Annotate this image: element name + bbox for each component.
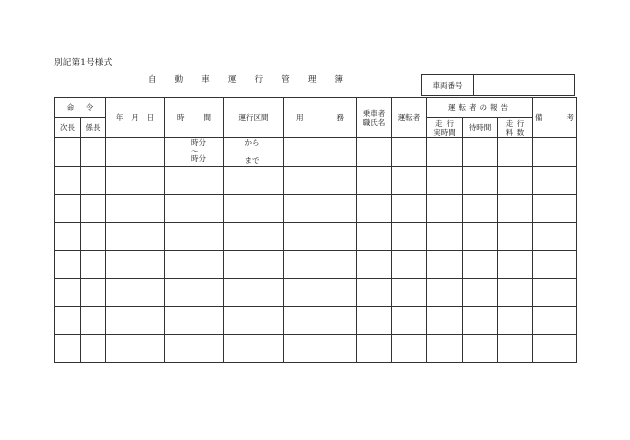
remarks-cell[interactable] xyxy=(533,251,577,279)
wait-time-cell[interactable] xyxy=(463,307,498,335)
vehicle-number-field[interactable] xyxy=(474,75,574,95)
time-cell[interactable] xyxy=(165,279,224,307)
empty-rows xyxy=(55,167,577,363)
business-cell[interactable] xyxy=(284,279,357,307)
staff-cell[interactable] xyxy=(81,279,106,307)
staff-cell[interactable] xyxy=(81,138,106,167)
chief-cell[interactable] xyxy=(55,138,81,167)
remarks-cell[interactable] xyxy=(533,195,577,223)
date-cell[interactable] xyxy=(106,279,165,307)
table-row xyxy=(55,251,577,279)
time-cell[interactable] xyxy=(165,223,224,251)
run-time-cell[interactable] xyxy=(427,307,463,335)
chief-cell[interactable] xyxy=(55,279,81,307)
business-cell[interactable] xyxy=(284,251,357,279)
time-header: 時 間 xyxy=(165,98,224,138)
driver-report-header: 運転者の報告 xyxy=(427,98,533,118)
section-cell[interactable] xyxy=(224,251,284,279)
chief-cell[interactable] xyxy=(55,307,81,335)
table-row xyxy=(55,167,577,195)
time-cell[interactable] xyxy=(165,195,224,223)
distance-cell[interactable] xyxy=(498,279,533,307)
form-number-label: 別記第1号様式 xyxy=(54,58,113,68)
staff-cell[interactable] xyxy=(81,307,106,335)
business-cell[interactable] xyxy=(284,167,357,195)
section-cell[interactable] xyxy=(224,223,284,251)
title-char: 行 xyxy=(254,75,264,85)
driver-cell[interactable] xyxy=(392,138,427,167)
vehicle-log-table xyxy=(54,97,577,363)
remarks-header: 備 考 xyxy=(533,98,577,138)
date-cell[interactable] xyxy=(106,167,165,195)
remarks-cell[interactable] xyxy=(533,279,577,307)
time-cell[interactable] xyxy=(165,251,224,279)
distance-cell[interactable] xyxy=(498,307,533,335)
run-time-cell[interactable] xyxy=(427,279,463,307)
distance-cell[interactable] xyxy=(498,251,533,279)
run-time-header: 走 行 実時間 xyxy=(427,118,463,138)
driver-cell[interactable] xyxy=(392,279,427,307)
section-cell[interactable] xyxy=(224,279,284,307)
business-cell[interactable] xyxy=(284,307,357,335)
title-char: 運 xyxy=(227,75,237,85)
staff-cell[interactable] xyxy=(81,195,106,223)
table-row xyxy=(55,307,577,335)
driver-cell[interactable] xyxy=(392,167,427,195)
date-cell[interactable] xyxy=(106,335,165,363)
vehicle-number-box xyxy=(421,74,575,96)
date-header: 年 月 日 xyxy=(106,98,165,138)
section-cell[interactable] xyxy=(224,167,284,195)
remarks-cell[interactable] xyxy=(533,138,577,167)
header-row-1 xyxy=(55,98,577,118)
section-cell[interactable] xyxy=(224,307,284,335)
time-cell[interactable] xyxy=(165,335,224,363)
passenger-header: 乗車者 職氏名 xyxy=(357,98,392,138)
driver-cell[interactable] xyxy=(392,195,427,223)
remarks-cell[interactable] xyxy=(533,167,577,195)
passenger-cell[interactable] xyxy=(357,279,392,307)
run-time-cell[interactable] xyxy=(427,167,463,195)
title-char: 動 xyxy=(174,75,184,85)
distance-cell[interactable] xyxy=(498,167,533,195)
time-cell[interactable]: 時 分 〜 時 分 xyxy=(165,138,224,167)
driver-cell[interactable] xyxy=(392,251,427,279)
wait-time-header: 待時間 xyxy=(463,118,498,138)
staff-cell[interactable] xyxy=(81,223,106,251)
title-char: 自 xyxy=(148,75,157,85)
passenger-cell[interactable] xyxy=(357,167,392,195)
chief-cell[interactable] xyxy=(55,223,81,251)
section-cell[interactable] xyxy=(224,195,284,223)
driver-cell[interactable] xyxy=(392,223,427,251)
chief-cell[interactable] xyxy=(55,335,81,363)
business-cell[interactable] xyxy=(284,223,357,251)
run-time-cell[interactable] xyxy=(427,223,463,251)
run-time-cell[interactable] xyxy=(427,195,463,223)
passenger-cell[interactable] xyxy=(357,223,392,251)
business-cell[interactable] xyxy=(284,138,357,167)
chief-cell[interactable] xyxy=(55,167,81,195)
table-row xyxy=(55,138,577,167)
business-cell[interactable] xyxy=(284,195,357,223)
remarks-cell[interactable] xyxy=(533,335,577,363)
title-char: 車 xyxy=(201,75,210,85)
distance-cell[interactable] xyxy=(498,138,533,167)
order-header: 命 令 xyxy=(55,98,106,118)
driver-cell[interactable] xyxy=(392,307,427,335)
title-char: 理 xyxy=(307,75,317,85)
distance-cell[interactable] xyxy=(498,195,533,223)
section-header: 運行区間 xyxy=(224,98,284,138)
wait-time-cell[interactable] xyxy=(463,279,498,307)
time-cell[interactable] xyxy=(165,167,224,195)
chief-cell[interactable] xyxy=(55,195,81,223)
staff-header: 係長 xyxy=(81,118,106,138)
staff-cell[interactable] xyxy=(81,251,106,279)
staff-cell[interactable] xyxy=(81,335,106,363)
remarks-cell[interactable] xyxy=(533,307,577,335)
section-cell[interactable]: から まで xyxy=(224,138,284,167)
table-row xyxy=(55,279,577,307)
wait-time-cell[interactable] xyxy=(463,335,498,363)
passenger-cell[interactable] xyxy=(357,335,392,363)
date-cell[interactable] xyxy=(106,138,165,167)
title-char: 管 xyxy=(281,75,290,85)
date-cell[interactable] xyxy=(106,307,165,335)
date-cell[interactable] xyxy=(106,195,165,223)
date-cell[interactable] xyxy=(106,251,165,279)
chief-cell[interactable] xyxy=(55,251,81,279)
title-char: 簿 xyxy=(334,75,343,85)
wait-time-cell[interactable] xyxy=(463,251,498,279)
time-cell[interactable] xyxy=(165,307,224,335)
passenger-cell[interactable] xyxy=(357,195,392,223)
date-cell[interactable] xyxy=(106,223,165,251)
business-header: 用 務 xyxy=(284,98,357,138)
driver-header: 運転者 xyxy=(392,98,427,138)
run-time-cell[interactable] xyxy=(427,138,463,167)
table-row xyxy=(55,195,577,223)
passenger-cell[interactable] xyxy=(357,251,392,279)
driver-cell[interactable] xyxy=(392,335,427,363)
remarks-cell[interactable] xyxy=(533,223,577,251)
business-cell[interactable] xyxy=(284,335,357,363)
section-cell[interactable] xyxy=(224,335,284,363)
wait-time-cell[interactable] xyxy=(463,195,498,223)
table-row xyxy=(55,223,577,251)
vehicle-number-label: 車両番号 xyxy=(422,75,474,95)
distance-cell[interactable] xyxy=(498,223,533,251)
distance-header: 走 行 料 数 xyxy=(498,118,533,138)
document-title xyxy=(148,73,343,85)
chief-header: 次長 xyxy=(55,118,81,138)
run-time-cell[interactable] xyxy=(427,335,463,363)
wait-time-cell[interactable] xyxy=(463,167,498,195)
wait-time-cell[interactable] xyxy=(463,138,498,167)
distance-cell[interactable] xyxy=(498,335,533,363)
passenger-cell[interactable] xyxy=(357,307,392,335)
passenger-cell[interactable] xyxy=(357,138,392,167)
staff-cell[interactable] xyxy=(81,167,106,195)
table-row xyxy=(55,335,577,363)
wait-time-cell[interactable] xyxy=(463,223,498,251)
run-time-cell[interactable] xyxy=(427,251,463,279)
